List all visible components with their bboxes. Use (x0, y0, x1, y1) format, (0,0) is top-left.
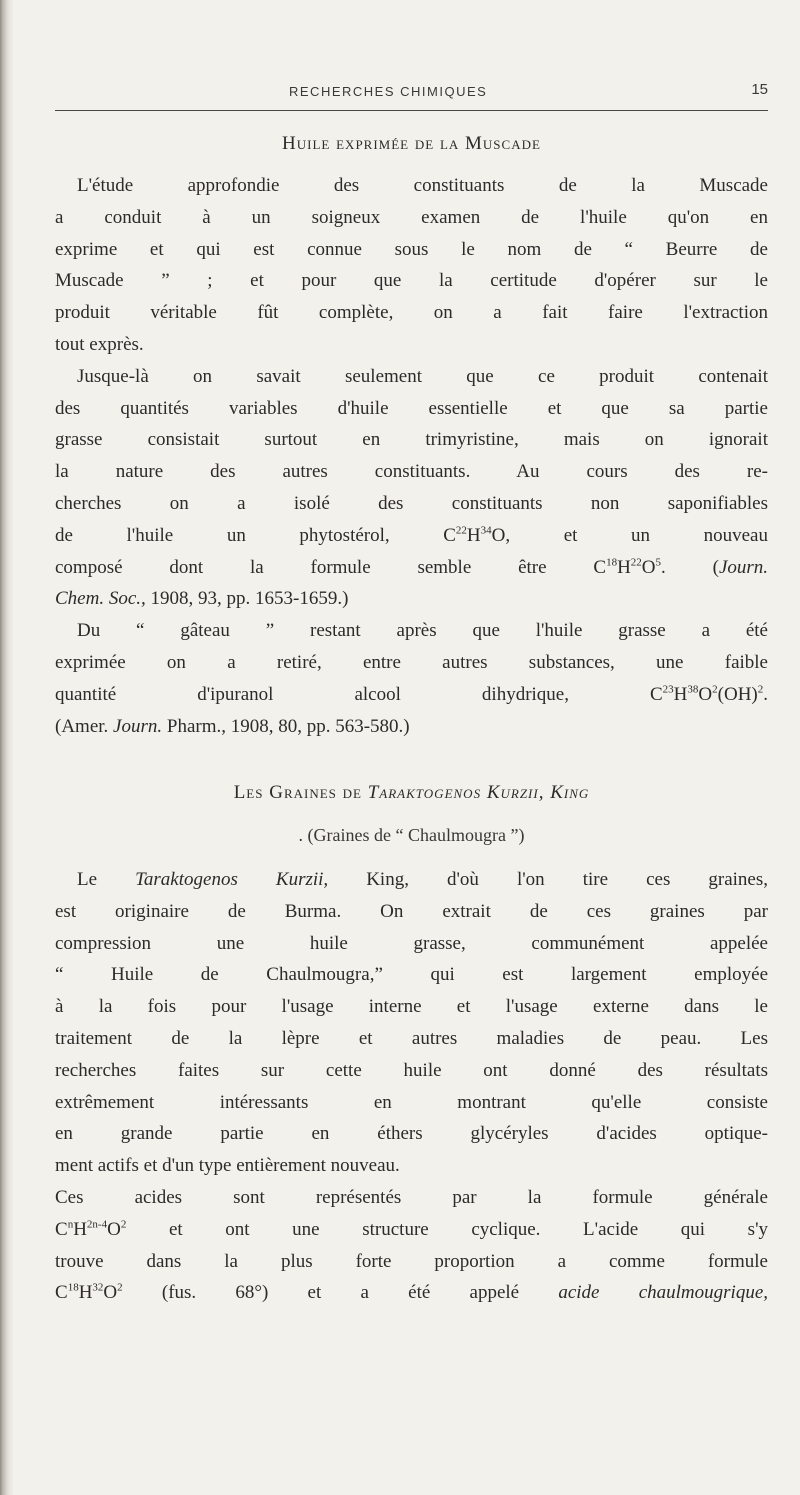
page-edge-shadow (0, 0, 14, 1495)
text-line: à la fois pour l'usage interne et l'usage externe dans le (55, 996, 768, 1018)
text-line: tout exprès. (55, 333, 144, 355)
section-body-muscade (55, 170, 768, 742)
text-line: la nature des autres constituants. Au cours des re- (55, 461, 768, 483)
text-line: Muscade ” ; et pour que la certitude d'opérer sur le (55, 270, 768, 292)
formula-line: quantité d'ipuranol alcool dihydrique, $C^{23}H^{38}O^2(OH)^2$. (55, 683, 768, 705)
text-line: trouve dans la plus forte proportion a comme formule (55, 1250, 768, 1272)
section-title-muscade: Huile exprimée de la Muscade (282, 133, 541, 154)
text-line: ment actifs et d'un type entièrement nouveau. (55, 1155, 400, 1177)
text-line: exprime et qui est connue sous le nom de “ Beurre de (55, 238, 768, 260)
running-title: RECHERCHES CHIMIQUES (289, 84, 488, 99)
section-title-taraktogenos: Les Graines de Taraktogenos Kurzii, King (233, 782, 590, 803)
page-number: 15 (751, 81, 768, 98)
text-line: produit véritable fût complète, on a fait faire l'extraction (55, 302, 768, 324)
citation-line: (Amer. Journ. Pharm., 1908, 80, pp. 563-580.) (55, 715, 410, 737)
text-line: Du “ gâteau ” restant après que l'huile grasse a été (77, 620, 768, 642)
text-line: des quantités variables d'huile essentielle et que sa partie (55, 397, 768, 419)
text-line: en grande partie en éthers glycéryles d'acides optique- (55, 1123, 768, 1145)
text-line: Jusque-là on savait seulement que ce produit contenait (77, 365, 768, 387)
text-line: exprimée on a retiré, entre autres substances, une faible (55, 651, 768, 673)
header-rule (55, 110, 768, 111)
formula-line: $C^{18}H^{32}O^2$ (fus. 68°) et a été appelé acide chaulmougrique, (55, 1282, 769, 1304)
text-line: L'étude approfondie des constituants de la Muscade (77, 175, 768, 196)
text-line: “ Huile de Chaulmougra,” qui est largement employée (55, 964, 768, 986)
running-header (55, 76, 768, 104)
text-line: Le Taraktogenos Kurzii, King, d'où l'on tire ces graines, (77, 869, 768, 890)
section-body-taraktogenos (55, 864, 768, 1309)
formula-line: $C^nH^{2n-4}O^2$ et ont une structure cyclique. L'acide qui s'y (55, 1218, 768, 1240)
formula-line: de l'huile un phytostérol, $C^{22}H^{34}O$, et un nouveau (55, 524, 768, 546)
text-line: grasse consistait surtout en trimyristine, mais on ignorait (55, 429, 768, 451)
text-line: est originaire de Burma. On extrait de ces graines par (55, 900, 768, 922)
text-line: extrêmement intéressants en montrant qu'elle consiste (55, 1091, 768, 1113)
text-line: Ces acides sont représentés par la formule générale (55, 1186, 768, 1208)
text-line: cherches on a isolé des constituants non saponifiables (55, 492, 768, 514)
text-line: compression une huile grasse, communément appelée (55, 932, 768, 954)
citation-line: Chem. Soc., 1908, 93, pp. 1653-1659.) (55, 588, 349, 610)
text-line: a conduit à un soigneux examen de l'huile qu'on en (55, 206, 768, 228)
formula-line: composé dont la formule semble être $C^{18}H^{22}O^5$. (Journ. (55, 556, 769, 578)
section-subtitle-chaulmougra: . (Graines de “ Chaulmougra ”) (298, 825, 525, 845)
text-line: traitement de la lèpre et autres maladies de peau. Les (55, 1027, 768, 1049)
text-line: recherches faites sur cette huile ont donné des résultats (55, 1059, 768, 1081)
